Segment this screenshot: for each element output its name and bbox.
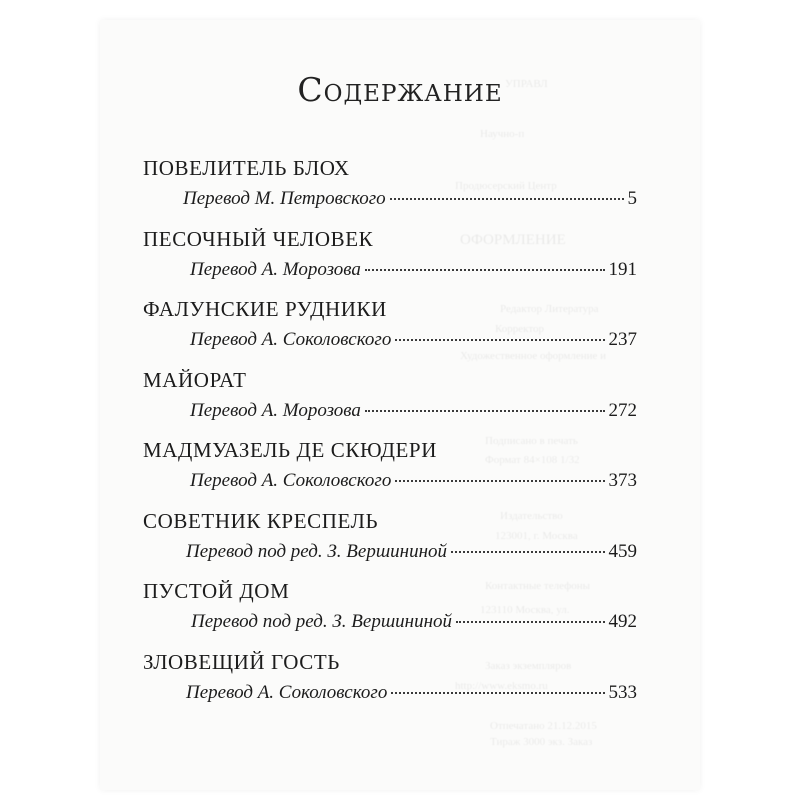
toc-entry [143,293,637,364]
dot-leader [390,198,624,200]
dot-leader [365,410,605,412]
translator-line [143,396,637,426]
dot-leader [451,551,604,553]
translator-credit: Перевод А. Соколовского [186,681,388,703]
page-title: Содержание [297,70,503,109]
story-title: ПОВЕЛИТЕЛЬ БЛОХ [143,156,350,180]
story-title: МАДМУАЗЕЛЬ ДЕ СКЮДЕРИ [143,438,437,462]
table-of-contents [143,152,637,716]
page-number: 533 [608,681,637,703]
book-page: УПРАВЛ Научно-п Продюсерский Центр ОФОРМЛЕНИЕ Редактор Литература Корректор Художественное оформление и Подписано в печать Формат 84×108 1/32 Издательство 123001, г. Москва Контактные телефоны 123110 Москва, ул. Заказ экземпляров http://www.eksmo.ru Отпечатано 21.12.2015 Тираж 3000 экз. Заказ [100,20,700,790]
dot-leader [395,339,604,341]
dot-leader [391,692,604,694]
translator-credit: Перевод под ред. З. Вершининой [186,540,448,562]
story-title: ЗЛОВЕЩИЙ ГОСТЬ [143,649,340,674]
translator-line [143,537,637,567]
page-number: 237 [608,329,637,350]
translator-credit: Перевод под ред. З. Вершининой [191,611,453,632]
story-title: СОВЕТНИК КРЕСПЕЛЬ [143,508,379,533]
dot-leader [395,480,604,482]
translator-line [143,255,637,285]
toc-entry [143,434,637,505]
translator-line [143,184,637,214]
translator-line [143,678,637,708]
translator-line [143,325,637,355]
story-title: ПЕСОЧНЫЙ ЧЕЛОВЕК [143,226,374,251]
toc-entry [143,505,637,576]
dot-leader [456,621,604,623]
toc-entry [143,152,637,223]
translator-line [143,466,637,496]
page-number: 459 [608,540,637,562]
translator-credit: Перевод А. Морозова [190,258,361,280]
page-number: 373 [608,470,637,491]
story-title: ФАЛУНСКИЕ РУДНИКИ [143,297,387,321]
translator-credit: Перевод М. Петровского [183,188,386,209]
toc-entry [143,223,637,294]
page-number: 191 [608,258,637,280]
page-number: 5 [627,188,637,209]
translator-credit: Перевод А. Соколовского [190,329,392,350]
translator-credit: Перевод А. Морозова [190,399,361,421]
translator-line [143,607,637,637]
page-number: 272 [608,399,637,421]
story-title: ПУСТОЙ ДОМ [143,579,290,603]
dot-leader [365,269,605,271]
toc-entry [143,364,637,435]
toc-entry [143,646,637,717]
toc-entry [143,575,637,646]
page-number: 492 [608,611,637,632]
translator-credit: Перевод А. Соколовского [190,470,392,491]
story-title: МАЙОРАТ [143,367,247,392]
